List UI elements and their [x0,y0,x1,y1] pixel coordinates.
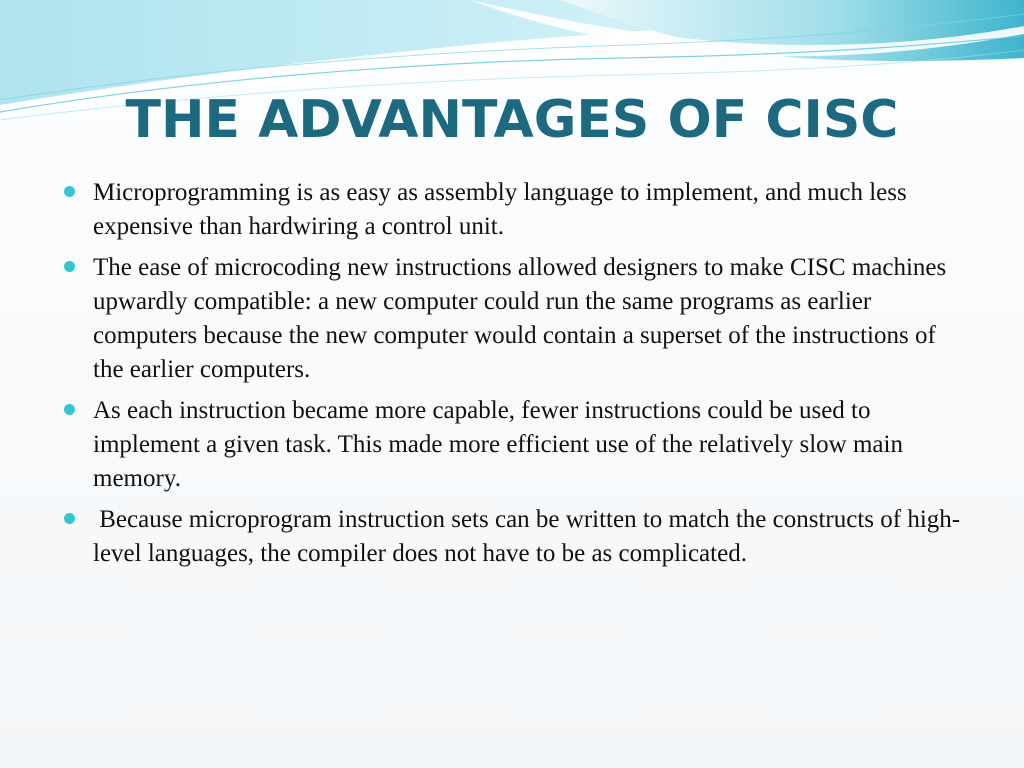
bullet-text: As each instruction became more capable, fewer instructions could be used to implement a given task. This made more efficient use of the relatively slow main memory. [93,397,910,492]
list-item [62,503,962,571]
bullet-dot-icon [64,513,75,524]
slide-title: THE ADVANTAGES OF CISC [125,90,899,150]
bullet-dot-icon [64,261,75,272]
bullet-text: Because microprogram instruction sets can be written to match the constructs of high-level languages, the compiler does not have to be as complicated. [93,506,961,567]
list-item [62,176,962,244]
bullet-text: The ease of microcoding new instructions allowed designers to make CISC machines upwardly compatible: a new computer could run the same programs as earlier computers because the new computer would contain a superset of the instructions of the earlier computers. [93,254,953,383]
bullet-dot-icon [64,404,75,415]
list-item [62,251,962,387]
bullet-list [62,176,962,578]
bullet-text: Microprogramming is as easy as assembly language to implement, and much less expensive than hardwiring a control unit. [93,179,913,240]
bullet-dot-icon [64,186,75,197]
list-item [62,394,962,496]
